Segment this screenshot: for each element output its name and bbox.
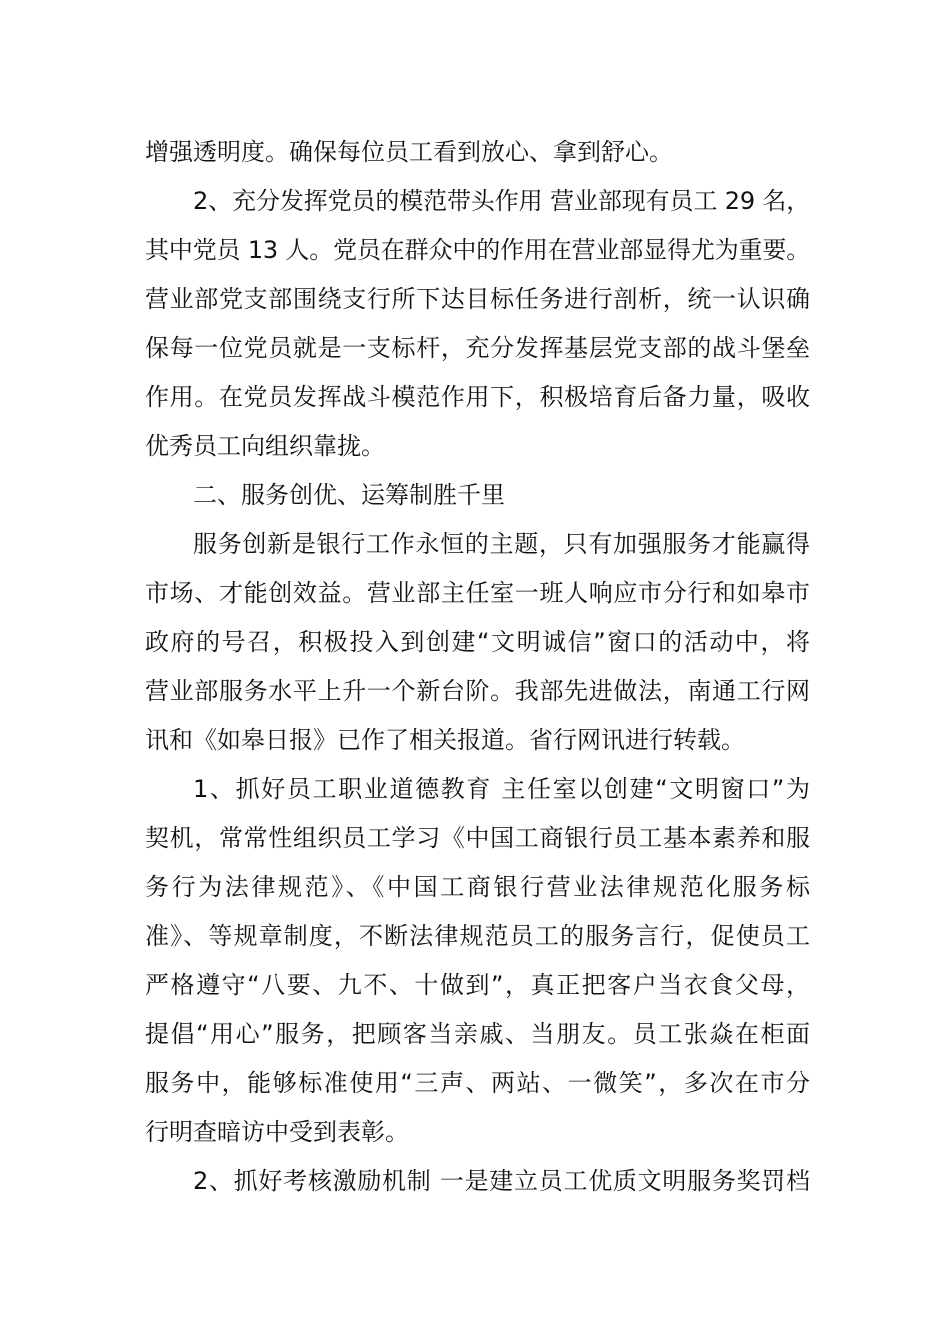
paragraph-incentive-mechanism [145, 1157, 810, 1206]
paragraph-party-members [145, 177, 810, 471]
text-line: 讯和《如皋日报》已作了相关报道。省行网讯进行转载。 [145, 726, 745, 754]
text-line: 政府的号召，积极投入到创建“文明诚信”窗口的活动中，将 [145, 628, 810, 656]
text-line: 二、服务创优、运筹制胜千里 [193, 481, 505, 509]
text-line: 1、抓好员工职业道德教育 主任室以创建“文明窗口”为 [193, 775, 810, 803]
text-line: 服务中，能够标准使用“三声、两站、一微笑”，多次在市分 [145, 1069, 810, 1097]
text-line: 营业部服务水平上升一个新台阶。我部先进做法，南通工行网 [145, 677, 810, 705]
text-line: 市场、才能创效益。营业部主任室一班人响应市分行和如皋市 [145, 579, 810, 607]
text-line: 准》、等规章制度，不断法律规范员工的服务言行，促使员工 [145, 922, 810, 950]
text-line: 严格遵守“八要、九不、十做到”，真正把客户当衣食父母， [145, 971, 810, 999]
text-line: 行明查暗访中受到表彰。 [145, 1118, 409, 1146]
text-line: 提倡“用心”服务，把顾客当亲戚、当朋友。员工张焱在柜面 [145, 1020, 810, 1048]
paragraph-continuation [145, 128, 810, 177]
document-body [145, 128, 810, 1206]
text-line: 其中党员 13 人。党员在群众中的作用在营业部显得尤为重要。 [145, 236, 810, 264]
text-line: 服务创新是银行工作永恒的主题，只有加强服务才能赢得 [193, 530, 810, 558]
text-line: 优秀员工向组织靠拢。 [145, 432, 385, 460]
text-line: 增强透明度。确保每位员工看到放心、拿到舒心。 [145, 138, 673, 166]
text-line: 保每一位党员就是一支标杆，充分发挥基层党支部的战斗堡垒 [145, 334, 810, 362]
text-line: 契机，常常性组织员工学习《中国工商银行员工基本素养和服 [145, 824, 810, 852]
text-line: 作用。在党员发挥战斗模范作用下，积极培育后备力量，吸收 [145, 383, 810, 411]
text-line: 营业部党支部围绕支行所下达目标任务进行剖析，统一认识确 [145, 285, 810, 313]
paragraph-service-innovation [145, 520, 810, 765]
paragraph-ethics-education [145, 765, 810, 1157]
section-heading [145, 471, 810, 520]
text-line: 务行为法律规范》、《中国工商银行营业法律规范化服务标 [145, 873, 810, 901]
text-line: 2、充分发挥党员的模范带头作用 营业部现有员工 29 名， [193, 187, 810, 215]
text-line: 2、抓好考核激励机制 一是建立员工优质文明服务奖罚档 [193, 1167, 810, 1195]
